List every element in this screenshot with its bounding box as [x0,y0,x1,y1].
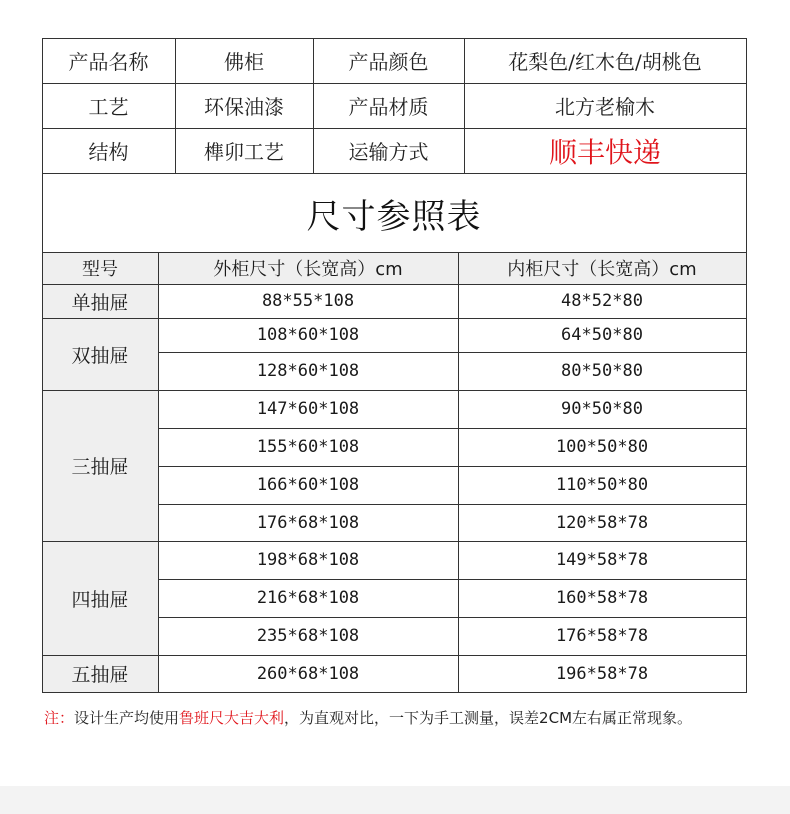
info-label: 工艺 [88,95,129,119]
inner-size-cell: 110*50*80 [555,475,649,495]
body-col-rule [158,284,159,319]
inner-size-cell: 100*50*80 [555,437,649,457]
outer-size-cell: 198*68*108 [256,550,360,570]
body-col-rule [158,655,159,693]
note-prefix: 注： [44,709,75,727]
inner-size-cell: 48*52*80 [561,291,643,311]
info-row-rule [42,38,747,39]
info-label: 运输方式 [348,140,429,164]
inner-size-cell: 196*58*78 [555,663,649,684]
size-chart-title: 尺寸参照表 [306,196,482,237]
info-label: 产品名称 [68,50,149,74]
info-label: 结构 [88,140,129,164]
outer-size-cell: 88*55*108 [261,291,355,311]
model-label: 五抽屉 [71,664,129,686]
info-col-rule [175,38,176,174]
info-label: 产品材质 [348,95,429,119]
inner-size-cell: 120*58*78 [555,512,649,533]
inner-size-cell: 176*58*78 [555,626,649,646]
column-header: 内柜尺寸（长宽高）cm [507,259,697,280]
model-label: 单抽屉 [71,291,129,314]
footer-band [0,786,790,814]
info-value: 顺丰快递 [548,135,661,169]
inner-size-cell: 149*58*78 [555,550,649,570]
column-header: 型号 [82,259,118,280]
body-col-rule [158,541,159,656]
column-header: 外柜尺寸（长宽高）cm [213,259,403,280]
body-col-rule [458,541,459,656]
row-rule [42,692,747,693]
measurement-note [44,706,754,730]
inner-size-cell: 90*50*80 [561,399,643,419]
inner-size-cell: 80*50*80 [561,361,643,381]
note-highlight: 鲁班尺大吉大利 [179,709,285,727]
body-col-rule [458,318,459,391]
note-text-2: ，为直观对比，一下为手工测量，误差2CM左右属正常现象。 [284,709,693,727]
model-label: 三抽屉 [71,456,129,478]
model-label: 双抽屉 [71,344,129,367]
outer-size-cell: 166*60*108 [256,475,360,495]
info-row-rule [42,128,747,129]
header-col-rule [158,252,159,285]
outer-size-cell: 108*60*108 [256,325,360,345]
outer-size-cell: 155*60*108 [256,437,360,457]
info-col-rule [464,38,465,174]
inner-size-cell: 160*58*78 [555,588,649,608]
note-text-1: 设计生产均使用 [74,709,180,727]
outer-size-cell: 216*68*108 [256,588,360,608]
info-value: 北方老榆木 [555,95,655,119]
inner-size-cell: 64*50*80 [561,325,643,345]
outer-size-cell: 128*60*108 [256,361,360,381]
body-col-rule [458,655,459,693]
info-value: 花梨色/红木色/胡桃色 [508,50,702,74]
outer-size-cell: 176*68*108 [256,512,360,533]
model-label: 四抽屉 [71,588,129,611]
outer-size-cell: 147*60*108 [256,399,360,419]
header-col-rule [458,252,459,285]
info-row-rule [42,83,747,84]
body-col-rule [158,318,159,391]
info-col-rule [42,38,43,174]
info-col-rule [746,38,747,174]
body-col-rule [458,390,459,542]
outer-size-cell: 260*68*108 [256,663,360,684]
info-col-rule [313,38,314,174]
info-value: 环保油漆 [204,95,284,119]
info-label: 产品颜色 [348,50,429,74]
info-value: 榫卯工艺 [204,140,284,164]
body-col-rule [158,390,159,542]
outer-size-cell: 235*68*108 [256,626,360,646]
info-value: 佛柜 [224,50,264,74]
body-col-rule [458,284,459,319]
